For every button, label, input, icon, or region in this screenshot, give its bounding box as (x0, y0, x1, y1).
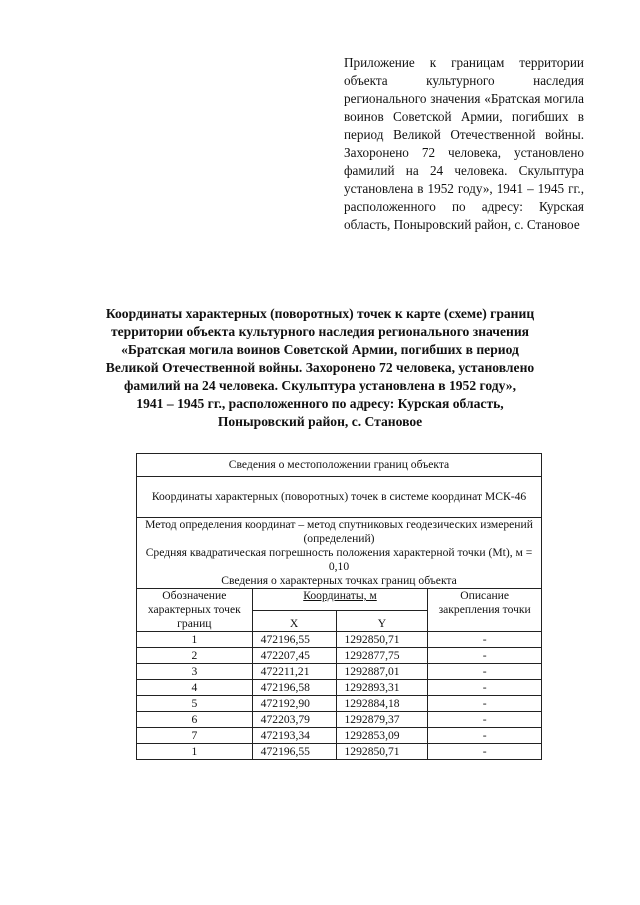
document-heading (90, 305, 550, 431)
table-row (137, 696, 542, 712)
x-value: 472203,79 (252, 712, 336, 728)
point-number: 7 (137, 728, 253, 744)
x-value: 472211,21 (252, 664, 336, 680)
point-number: 3 (137, 664, 253, 680)
x-header: X (252, 610, 336, 632)
heading-line: Великой Отечественной войны. Захоронено 72 человека, установлено (105, 360, 535, 375)
y-value: 1292884,18 (336, 696, 428, 712)
point-description: - (428, 632, 542, 648)
y-value: 1292893,31 (336, 680, 428, 696)
point-description: - (428, 648, 542, 664)
point-number: 1 (137, 744, 253, 760)
points-title: Сведения о характерных точках границ объекта (221, 574, 457, 587)
y-value: 1292887,01 (336, 664, 428, 680)
point-number: 1 (137, 632, 253, 648)
x-value: 472193,34 (252, 728, 336, 744)
coordinates-table (136, 453, 542, 760)
coordinates-header-text: Координаты, м (303, 589, 377, 602)
designation-header: Обозначение характерных точек границ (137, 589, 253, 632)
accuracy-text: Средняя квадратическая погрешность положения характерной точки (Mt), м = 0,10 (145, 546, 533, 573)
table-row (137, 728, 542, 744)
point-number: 4 (137, 680, 253, 696)
y-value: 1292879,37 (336, 712, 428, 728)
table-row (137, 680, 542, 696)
y-value: 1292850,71 (336, 744, 428, 760)
heading-line: территории объекта культурного наследия регионального значения (110, 324, 530, 339)
table-row (137, 648, 542, 664)
point-description: - (428, 712, 542, 728)
x-value: 472192,90 (252, 696, 336, 712)
appendix-note: Приложение к границам территории объекта культурного наследия регионального значения «Братская могила воинов Советской Армии, погибших в период Великой Отечественной войны. Захоронено 72 человека, установлено фамилий на 24 человека. Скульптура установлена в 1952 году», 1941 – 1945 гг., расположенного по адресу: Курская область, Поныровский район, с. Становое (344, 55, 584, 232)
y-value: 1292850,71 (336, 632, 428, 648)
heading-line: «Братская могила воинов Советской Армии, погибших в период (121, 342, 519, 357)
point-description: - (428, 728, 542, 744)
x-value: 472196,55 (252, 632, 336, 648)
description-header: Описание закрепления точки (428, 589, 542, 632)
point-description: - (428, 680, 542, 696)
y-header: Y (336, 610, 428, 632)
x-value: 472196,55 (252, 744, 336, 760)
point-description: - (428, 696, 542, 712)
table-row (137, 664, 542, 680)
coordinates-header (252, 589, 428, 611)
table-row (137, 632, 542, 648)
heading-line: фамилий на 24 человека. Скульптура установлена в 1952 году», (124, 378, 516, 393)
table-row (137, 744, 542, 760)
method-text: Метод определения координат – метод спутниковых геодезических измерений (определений) (145, 518, 533, 545)
point-number: 2 (137, 648, 253, 664)
heading-line: Поныровский район, с. Становое (217, 414, 423, 429)
table-row (137, 712, 542, 728)
y-value: 1292853,09 (336, 728, 428, 744)
coord-system-cell: Координаты характерных (поворотных) точек в системе координат МСК-46 (137, 477, 542, 518)
y-value: 1292877,75 (336, 648, 428, 664)
heading-line: 1941 – 1945 гг., расположенного по адресу: Курская область, (136, 396, 504, 411)
point-description: - (428, 664, 542, 680)
section-title-cell: Сведения о местоположении границ объекта (137, 454, 542, 477)
point-number: 5 (137, 696, 253, 712)
x-value: 472196,58 (252, 680, 336, 696)
method-cell (137, 518, 542, 589)
x-value: 472207,45 (252, 648, 336, 664)
point-number: 6 (137, 712, 253, 728)
heading-line: Координаты характерных (поворотных) точек к карте (схеме) границ (105, 306, 535, 321)
point-description: - (428, 744, 542, 760)
